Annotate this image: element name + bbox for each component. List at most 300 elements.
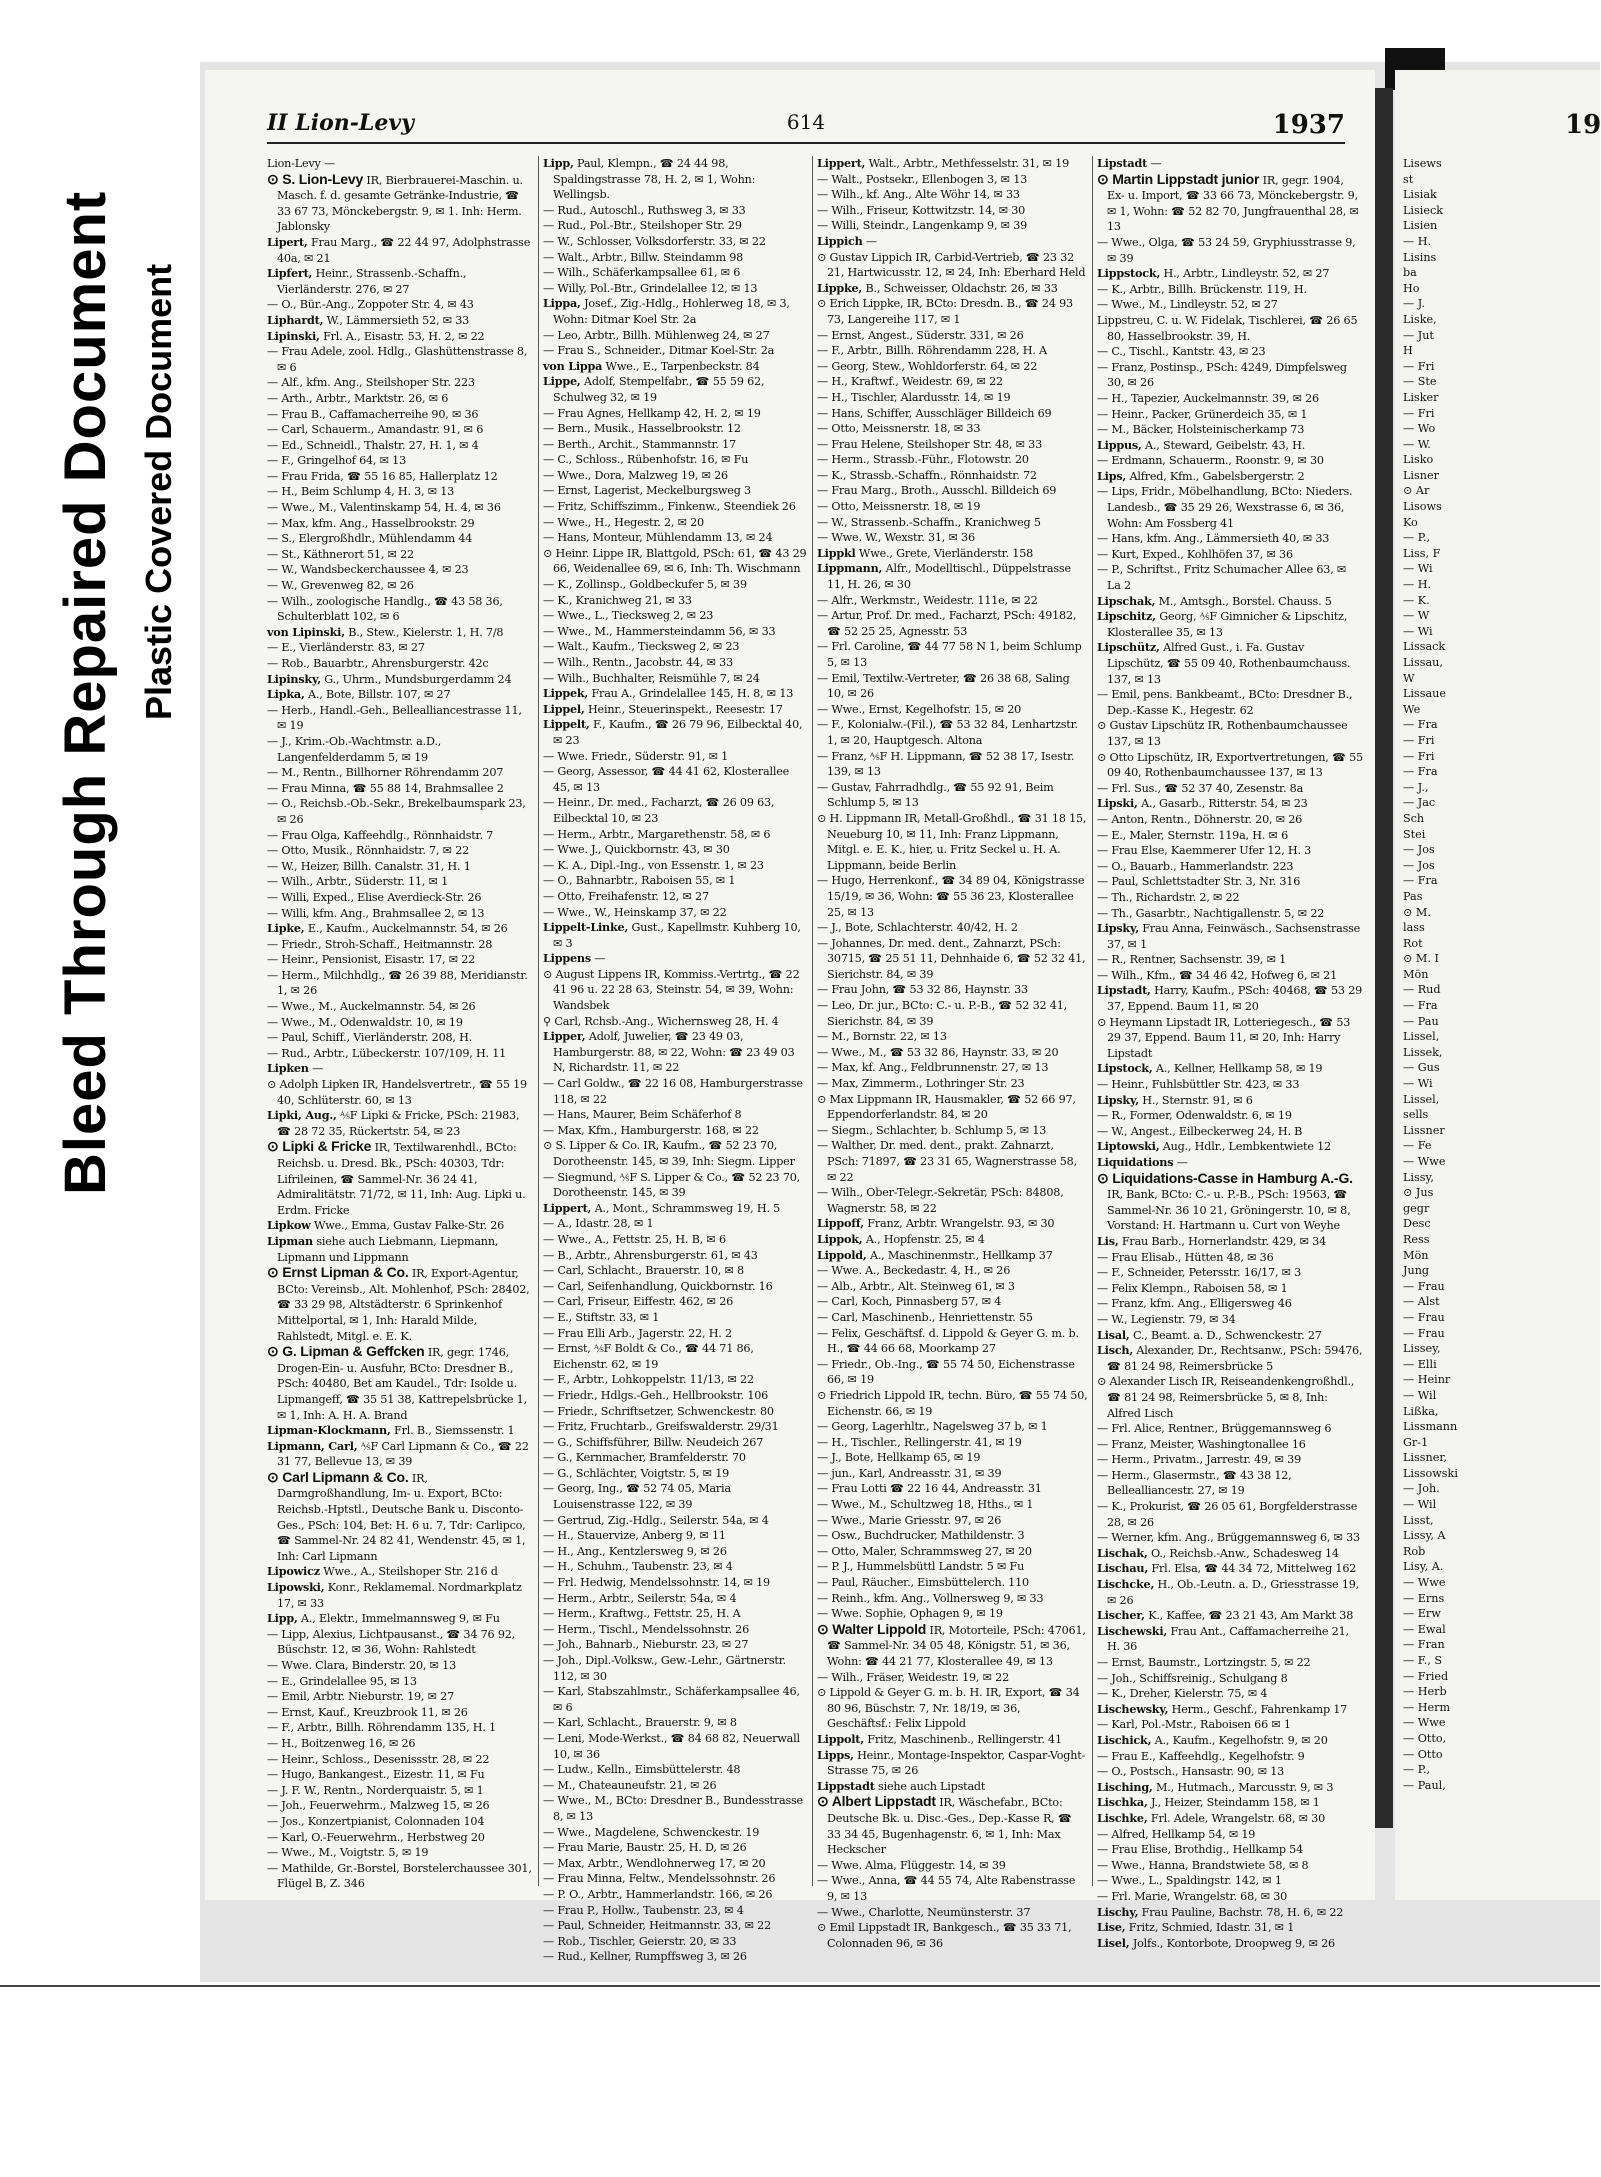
adjacent-entry-fragment: Desc bbox=[1403, 1217, 1431, 1231]
adjacent-entry-fragment: — Fri bbox=[1403, 733, 1435, 747]
directory-entry: von Lippa Wwe., E., Tarpenbeckstr. 84 bbox=[543, 358, 760, 373]
directory-column-3 bbox=[817, 156, 1093, 1950]
adjacent-entry-fragment: Lisieck bbox=[1403, 203, 1443, 217]
directory-entry: Lippold, A., Maschinenmstr., Hellkamp 37 bbox=[817, 1247, 1053, 1262]
directory-entry: — F., Schneider, Petersstr. 16/17, ✉ 3 bbox=[1097, 1266, 1302, 1280]
adjacent-entry-fragment: Lissau, bbox=[1403, 656, 1443, 669]
directory-entry: — Joh., Bahnarb., Nieburstr. 23, ✉ 27 bbox=[543, 1638, 749, 1652]
directory-entry: — Anton, Rentn., Döhnerstr. 20, ✉ 26 bbox=[1097, 812, 1303, 826]
adjacent-entry-fragment: — Frau bbox=[1403, 1310, 1445, 1324]
directory-entry: — Wwe., L., Tiecksweg 2, ✉ 23 bbox=[543, 609, 714, 623]
directory-entry: Lisch, Alexander, Dr., Rechtsanw., PSch: 59476, ☎ 81 24 98, Reimersbrücke 5 bbox=[1097, 1343, 1363, 1373]
directory-entry: — Wwe., Anna, ☎ 44 55 74, Alte Rabenstrasse 9, ✉ 13 bbox=[817, 1874, 1076, 1903]
directory-entry: — Johannes, Dr. med. dent., Zahnarzt, PSch: 30715, ☎ 25 51 11, Dehnhaide 6, ☎ 52 32 41, Sierichstr. 84, ✉ 39 bbox=[817, 936, 1086, 981]
directory-entry: ⊙ Walter Lippold IR, Motorteile, PSch: 47061, ☎ Sammel-Nr. 34 05 48, Königstr. 51, ✉ 36, Wohn: ☎ 44 21 77, Klosterallee 49, ✉ 13 bbox=[817, 1620, 1086, 1668]
directory-entry: — Th., Gasarbtr., Nachtigallenstr. 5, ✉ 22 bbox=[1097, 906, 1325, 920]
adjacent-entry-fragment: — Fra bbox=[1403, 718, 1438, 732]
directory-entry: — H., Schuhm., Taubenstr. 23, ✉ 4 bbox=[543, 1560, 733, 1574]
directory-entry: — Frl. Caroline, ☎ 44 77 58 N 1, beim Schlump 5, ✉ 13 bbox=[817, 640, 1082, 669]
directory-entry: — K., Kranichweg 21, ✉ 33 bbox=[543, 593, 692, 607]
directory-entry: Lippmann, Alfr., Modelltischl., Düppelstrasse 11, H. 26, ✉ 30 bbox=[817, 561, 1071, 592]
directory-entry: — W., Grevenweg 82, ✉ 26 bbox=[267, 579, 414, 593]
directory-entry: — Carl, Koch, Pinnasberg 57, ✉ 4 bbox=[817, 1295, 1002, 1309]
adjacent-entry-fragment: — Herb bbox=[1403, 1685, 1447, 1699]
directory-entry: Lise, Fritz, Schmied, Idastr. 31, ✉ 1 bbox=[1097, 1920, 1295, 1935]
directory-entry: Lippert, A., Mont., Schrammsweg 19, H. 5 bbox=[543, 1200, 781, 1215]
directory-entry: Lischak, O., Reichsb.-Anw., Schadesweg 14 bbox=[1097, 1545, 1339, 1560]
directory-entry: — Carl, Schauerm., Amandastr. 91, ✉ 6 bbox=[267, 423, 484, 437]
directory-entry: — O., Reichsb.-Ob.-Sekr., Brekelbaumspark 23, ✉ 26 bbox=[267, 797, 526, 826]
directory-entry: — Paul, Schneider, Heitmannstr. 33, ✉ 22 bbox=[543, 1919, 772, 1933]
adjacent-entry-fragment: Jung bbox=[1403, 1264, 1430, 1278]
directory-entry: — Wwe. Sophie, Ophagen 9, ✉ 19 bbox=[817, 1607, 1003, 1621]
directory-entry: — Frau Agnes, Hellkamp 42, H. 2, ✉ 19 bbox=[543, 406, 761, 420]
adjacent-entry-fragment: Lissmann bbox=[1403, 1420, 1458, 1434]
directory-entry: — C., Tischl., Kantstr. 43, ✉ 23 bbox=[1097, 345, 1266, 359]
directory-entry: — Joh., Dipl.-Volksw., Gew.-Lehr., Gärtnerstr. 112, ✉ 30 bbox=[543, 1654, 786, 1683]
directory-entry: — Frau Olga, Kaffeehdlg., Rönnhaidstr. 7 bbox=[267, 828, 494, 842]
adjacent-entry-fragment: Liske, bbox=[1403, 312, 1437, 326]
adjacent-entry-fragment: Lissaue bbox=[1403, 687, 1446, 701]
directory-entry: Lippolt, Fritz, Maschinenb., Rellingerstr. 41 bbox=[817, 1731, 1062, 1746]
directory-entry: — Otto, Musik., Rönnhaidstr. 7, ✉ 22 bbox=[267, 844, 470, 858]
adjacent-entry-fragment: — Joh. bbox=[1403, 1482, 1440, 1496]
directory-entry: — Walt., Kaufm., Tiecksweg 2, ✉ 23 bbox=[543, 640, 740, 654]
directory-entry: ⊙ Carl Lipmann & Co. IR, Darmgroßhandlung, Im- u. Export, BCto: Reichsb.-Hptstl., Deutsche Bank u. Disconto-Ges., PSch: 104, Bet: H. 6 u. 7, Tdr: Carlipco, ☎ Sammel-Nr. 24 82 41, Wendenstr. 45, ✉ 1, Inh: Carl Lipmann bbox=[267, 1468, 526, 1563]
adjacent-entry-fragment: — J., bbox=[1403, 780, 1429, 794]
adjacent-entry-fragment: — Rud bbox=[1403, 983, 1441, 997]
directory-entry: — H., Tischler, Alardusstr. 14, ✉ 19 bbox=[817, 390, 1011, 404]
directory-entry: — P., Schriftst., Fritz Schumacher Allee 63, ✉ La 2 bbox=[1097, 563, 1347, 593]
directory-entry: — J., Krim.-Ob.-Wachtmstr. a.D., Langenfelderdamm 5, ✉ 19 bbox=[267, 734, 442, 764]
directory-entry: — C., Schloss., Rübenhofstr. 16, ✉ Fu bbox=[543, 453, 749, 467]
directory-entry: — Wilh., Kfm., ☎ 34 46 42, Hofweg 6, ✉ 21 bbox=[1097, 968, 1338, 982]
directory-entry: — Frau P., Hollw., Taubenstr. 23, ✉ 4 bbox=[543, 1903, 744, 1917]
directory-entry: — E., Stiftstr. 33, ✉ 1 bbox=[543, 1310, 660, 1324]
directory-entry: Lippkl Wwe., Grete, Vierländerstr. 158 bbox=[817, 545, 1034, 560]
directory-entry: — Frau Marie, Baustr. 25, H. D, ✉ 26 bbox=[543, 1841, 747, 1855]
directory-entry: — W., Schlosser, Volksdorferstr. 33, ✉ 22 bbox=[543, 234, 766, 248]
directory-entry: Lipmann, Carl, ⅍F Carl Lipmann & Co., ☎ 22 31 77, Bellevue 13, ✉ 39 bbox=[267, 1438, 529, 1469]
directory-entry: — W., Strassenb.-Schaffn., Kranichweg 5 bbox=[817, 515, 1041, 529]
directory-entry: Lipinsky, G., Uhrm., Mundsburgerdamm 24 bbox=[267, 671, 512, 686]
directory-entry: — Wilh., Friseur, Kottwitzstr. 14, ✉ 30 bbox=[817, 203, 1026, 217]
directory-entry: — Alf., kfm. Ang., Steilshoper Str. 223 bbox=[267, 376, 475, 390]
adjacent-entry-fragment: ⊙ Jus bbox=[1403, 1186, 1434, 1200]
directory-entry: Lipke, E., Kaufm., Auckelmannstr. 54, ✉ 26 bbox=[267, 921, 508, 936]
directory-entry: — K., Dreher, Kielerstr. 75, ✉ 4 bbox=[1097, 1687, 1268, 1701]
directory-entry: — Ernst, Angest., Süderstr. 331, ✉ 26 bbox=[817, 328, 1024, 342]
directory-entry: — Wilh., Buchhalter, Reismühle 7, ✉ 24 bbox=[543, 671, 760, 685]
directory-entry: Lipman-Klockmann, Frl. B., Siemssenstr. 1 bbox=[267, 1423, 515, 1438]
directory-entry: — Otto, Maler, Schrammsweg 27, ✉ 20 bbox=[817, 1544, 1032, 1558]
directory-entry: Lippke, B., Schweisser, Oldachstr. 26, ✉ 33 bbox=[817, 280, 1058, 295]
directory-entry: — Herm., Privatm., Jarrestr. 49, ✉ 39 bbox=[1097, 1453, 1302, 1467]
directory-entry: Lipkow Wwe., Emma, Gustav Falke-Str. 26 bbox=[267, 1218, 505, 1233]
directory-entry: — Wwe., M., Odenwaldstr. 10, ✉ 19 bbox=[267, 1015, 463, 1029]
adjacent-entry-fragment: — Ste bbox=[1403, 375, 1437, 389]
directory-entry: — Friedr., Schriftsetzer, Schwenckestr. 80 bbox=[543, 1404, 774, 1418]
directory-entry: Lippel, Heinr., Steuerinspekt., Reesestr. 17 bbox=[543, 701, 783, 716]
directory-entry: ⊙ August Lippens IR, Kommiss.-Vertrtg., ☎ 22 41 96 u. 22 28 63, Steinstr. 54, ✉ 39, Wohn: Wandsbek bbox=[543, 967, 800, 1013]
directory-entry: Lipschitz, Georg, ⅍F Gimnicher & Lipschitz, Klosterallee 35, ✉ 13 bbox=[1097, 609, 1348, 639]
directory-entry: — Ernst, Lagerist, Meckelburgsweg 3 bbox=[543, 484, 751, 498]
directory-entry: — Georg, Assessor, ☎ 44 41 62, Klosterallee 45, ✉ 13 bbox=[543, 765, 790, 794]
directory-entry: Lisal, C., Beamt. a. D., Schwenckestr. 27 bbox=[1097, 1327, 1322, 1342]
directory-entry: — Lips, Fridr., Möbelhandlung, BCto: Nieders. Landesb., ☎ 35 29 26, Wexstrasse 6, ✉ 36, Wohn: Am Fossberg 41 bbox=[1097, 485, 1353, 530]
directory-entry: — Paul, Schiff., Vierländerstr. 208, H. bbox=[267, 1031, 473, 1045]
directory-entry: Lippek, Frau A., Grindelallee 145, H. 8, ✉ 13 bbox=[543, 686, 794, 701]
directory-entry: — Frau Elli Arb., Jagerstr. 22, H. 2 bbox=[543, 1326, 732, 1340]
directory-entry: Lipstock, A., Kellner, Hellkamp 58, ✉ 19 bbox=[1097, 1061, 1323, 1076]
directory-entry: — Hans, Schiffer, Ausschläger Billdeich 69 bbox=[817, 406, 1052, 420]
adjacent-entry-fragment: — Frau bbox=[1403, 1326, 1445, 1340]
adjacent-entry-fragment: Ko bbox=[1403, 515, 1418, 529]
directory-entry: Lipschütz, Alfred Gust., i. Fa. Gustav Lipschütz, ☎ 55 09 40, Rothenbaumchauss. 137, ✉ 13 bbox=[1097, 640, 1351, 686]
adjacent-entry-fragment: — W. bbox=[1403, 437, 1431, 451]
directory-entry: — M., Rentn., Billhorner Röhrendamm 207 bbox=[267, 766, 504, 780]
directory-page bbox=[205, 70, 1375, 1964]
directory-entry: — K., Prokurist, ☎ 26 05 61, Borgfelderstrasse 28, ✉ 26 bbox=[1097, 1500, 1358, 1529]
directory-entry: — J., Bote, Hellkamp 65, ✉ 19 bbox=[817, 1451, 981, 1465]
adjacent-entry-fragment: — Fried bbox=[1403, 1669, 1449, 1683]
directory-entry: Lischke, Frl. Adele, Wrangelstr. 68, ✉ 30 bbox=[1097, 1810, 1326, 1825]
directory-entry: — Heinr., Packer, Grünerdeich 35, ✉ 1 bbox=[1097, 407, 1308, 421]
directory-entry: — Wwe. Alma, Flüggestr. 14, ✉ 39 bbox=[817, 1858, 1006, 1872]
directory-entry: Lipki, Aug., ⅍F Lipki & Fricke, PSch: 21983, ☎ 28 72 35, Rückertstr. 54, ✉ 23 bbox=[267, 1108, 520, 1138]
directory-entry: — Wilh., Fräser, Weidestr. 19, ✉ 22 bbox=[817, 1670, 1009, 1684]
directory-entry: — Max, kfm. Ang., Hasselbrookstr. 29 bbox=[267, 516, 475, 530]
directory-entry: ⊙ Max Lippmann IR, Hausmakler, ☎ 52 66 97, Eppendorferlandstr. 84, ✉ 20 bbox=[817, 1092, 1076, 1122]
directory-entry: — Wwe. W., Wexstr. 31, ✉ 36 bbox=[817, 531, 975, 545]
directory-entry: — Arth., Arbtr., Marktstr. 26, ✉ 6 bbox=[267, 391, 449, 405]
directory-entry: — Herm., Tischl., Mendelssohnstr. 26 bbox=[543, 1622, 750, 1636]
directory-entry: — Rob., Tischler, Geierstr. 20, ✉ 33 bbox=[543, 1934, 737, 1948]
directory-entry: — K., Arbtr., Billh. Brückenstr. 119, H. bbox=[1097, 282, 1307, 296]
adjacent-entry-fragment: Lissey, bbox=[1403, 1342, 1441, 1356]
directory-entry: — Fritz, Schiffszimm., Finkenw., Steendiek 26 bbox=[543, 500, 796, 514]
directory-entry: — Wwe., M., Hammersteindamm 56, ✉ 33 bbox=[543, 624, 776, 638]
directory-entry: — Wilh., Ober-Telegr.-Sekretär, PSch: 84808, Wagnerstr. 58, ✉ 22 bbox=[817, 1186, 1064, 1215]
directory-entry: — Siegm., Schlachter, b. Schlump 5, ✉ 13 bbox=[817, 1123, 1047, 1137]
directory-entry: — Leo, Dr. jur., BCto: C.- u. P.-B., ☎ 52 32 41, Sierichstr. 84, ✉ 39 bbox=[817, 999, 1067, 1028]
directory-entry: — Berth., Archit., Stammannstr. 17 bbox=[543, 437, 736, 451]
adjacent-entry-fragment: Rob bbox=[1403, 1544, 1426, 1558]
directory-entry: Lipp, A., Elektr., Immelmannsweg 9, ✉ Fu bbox=[267, 1611, 500, 1626]
adjacent-entry-fragment: — Fra bbox=[1403, 765, 1438, 779]
adjacent-entry-fragment: — Wwe bbox=[1403, 1576, 1446, 1590]
directory-entry: — Wwe., M., Lindleystr. 52, ✉ 27 bbox=[1097, 298, 1278, 312]
adjacent-entry-fragment: sells bbox=[1403, 1108, 1429, 1122]
adjacent-entry-fragment: — F., S bbox=[1403, 1654, 1443, 1667]
adjacent-entry-fragment: — Wil bbox=[1403, 1388, 1437, 1402]
directory-entry: — O., Bauarb., Hammerlandstr. 223 bbox=[1097, 859, 1294, 873]
directory-entry: — Artur, Prof. Dr. med., Facharzt, PSch: 49182, ☎ 52 25 25, Agnesstr. 53 bbox=[817, 609, 1077, 638]
directory-entry: — H., Tapezier, Auckelmannstr. 39, ✉ 26 bbox=[1097, 391, 1319, 405]
directory-entry: Lipski, A., Gasarb., Ritterstr. 54, ✉ 23 bbox=[1097, 796, 1308, 811]
adjacent-entry-fragment: st bbox=[1403, 172, 1414, 186]
directory-entry: — H., Ang., Kentzlersweg 9, ✉ 26 bbox=[543, 1544, 727, 1558]
directory-entry: — Walther, Dr. med. dent., prakt. Zahnarzt, PSch: 71897, ☎ 23 31 65, Wagnerstrasse 58, ✉ 22 bbox=[817, 1139, 1077, 1184]
directory-entry: — Max, Zimmerm., Lothringer Str. 23 bbox=[817, 1077, 1025, 1091]
directory-entry: — W., Angest., Eilbeckerweg 24, H. B bbox=[1097, 1124, 1303, 1138]
directory-entry: Lippstadt siehe auch Lipstadt bbox=[817, 1778, 986, 1793]
directory-entry: — Hugo, Herrenkonf., ☎ 34 89 04, Königstrasse 15/19, ✉ 36, Wohn: ☎ 55 36 23, Klosterallee 25, ✉ 13 bbox=[817, 874, 1085, 919]
directory-entry: — Herm., Arbtr., Seilerstr. 54a, ✉ 4 bbox=[543, 1591, 737, 1605]
adjacent-entry-fragment: — Fri bbox=[1403, 749, 1435, 763]
directory-entry: ⊙ Friedrich Lippold IR, techn. Büro, ☎ 55 74 50, Eichenstr. 66, ✉ 19 bbox=[817, 1388, 1088, 1418]
directory-entry: ⊙ S. Lion-Levy IR, Bierbrauerei-Maschin. u. Masch. f. d. gesamte Getränke-Industrie, ☎ 33 67 73, Mönckebergstr. 9, ✉ 1. Inh: Herm. Jablonsky bbox=[267, 170, 523, 234]
directory-entry: — Wwe., Marie Griesstr. 97, ✉ 26 bbox=[817, 1513, 1002, 1527]
directory-entry: — Ernst, Baumstr., Lortzingstr. 5, ✉ 22 bbox=[1097, 1656, 1311, 1669]
adjacent-entry-fragment: Lisows bbox=[1403, 500, 1442, 514]
adjacent-entry-fragment: — W bbox=[1403, 609, 1430, 623]
directory-entry: — Joh., Feuerwehrm., Malzweg 15, ✉ 26 bbox=[267, 1799, 490, 1813]
directory-entry: — jun., Karl, Andreasstr. 31, ✉ 39 bbox=[817, 1466, 1002, 1480]
adjacent-entry-fragment: — Fra bbox=[1403, 874, 1438, 888]
directory-entry: ⊙ Alexander Lisch IR, Reiseandenkengroßhdl., ☎ 81 24 98, Reimersbrücke 5, ✉ 8, Inh: Alfred Lisch bbox=[1097, 1375, 1355, 1420]
directory-entry: Lipstadt, Harry, Kaufm., PSch: 40468, ☎ 53 29 37, Eppend. Baum 11, ✉ 20 bbox=[1097, 983, 1363, 1014]
directory-entry: — Franz, kfm. Ang., Elligersweg 46 bbox=[1097, 1297, 1292, 1311]
directory-entry: — Carl, Friseur, Eiffestr. 462, ✉ 26 bbox=[543, 1295, 734, 1309]
adjacent-entry-fragment: Lissy, bbox=[1403, 1170, 1434, 1184]
directory-entry: Lippa, Josef., Zig.-Hdlg., Hohlerweg 18, ✉ 3, Wohn: Ditmar Koel Str. 2a bbox=[543, 296, 790, 326]
year-label: 1937 bbox=[1272, 110, 1345, 140]
directory-entry: — Wwe., M., ☎ 53 32 86, Haynstr. 33, ✉ 20 bbox=[817, 1045, 1059, 1059]
adjacent-entry-fragment: — Wwe bbox=[1403, 1716, 1446, 1730]
adjacent-entry-fragment: Lisy, A. bbox=[1403, 1560, 1444, 1574]
directory-entry: — Georg, Ing., ☎ 52 74 05, Maria Louisenstrasse 122, ✉ 39 bbox=[543, 1482, 731, 1512]
directory-entry: — Paul, Räucher., Eimsbüttelerch. 110 bbox=[817, 1576, 1029, 1590]
directory-entry: Lippstreu, C. u. W. Fidelak, Tischlerei, ☎ 26 65 80, Hasselbrookstr. 39, H. bbox=[1097, 313, 1358, 343]
adjacent-entry-fragment: — Fran bbox=[1403, 1638, 1445, 1652]
directory-entry: — Franz, Postinsp., PSch: 4249, Dimpfelsweg 30, ✉ 26 bbox=[1097, 360, 1347, 390]
directory-entry: — Franz, ⅍F H. Lippmann, ☎ 52 38 17, Isestr. 139, ✉ 13 bbox=[817, 749, 1075, 779]
directory-entry: — Willi, Steindr., Langenkamp 9, ✉ 39 bbox=[817, 219, 1028, 233]
directory-entry: Lipschak, M., Amtsgh., Borstel. Chauss. 5 bbox=[1097, 593, 1332, 608]
directory-entry: — Karl, Schlacht., Brauerstr. 9, ✉ 8 bbox=[543, 1716, 737, 1730]
directory-entry: ⊙ Heymann Lipstadt IR, Lotteriegesch., ☎ 53 29 37, Eppend. Baum 11, ✉ 20, Inh: Harry Lipstadt bbox=[1097, 1015, 1351, 1060]
directory-entry: — Frau Lotti ☎ 22 16 44, Andreasstr. 31 bbox=[817, 1482, 1042, 1496]
directory-entry: — G., Schlächter, Voigtstr. 5, ✉ 19 bbox=[543, 1466, 730, 1480]
directory-entry: — Gustav, Fahrradhdlg., ☎ 55 92 91, Beim Schlump 5, ✉ 13 bbox=[817, 780, 1054, 810]
directory-entry: — Heinr., Pensionist, Eisastr. 17, ✉ 22 bbox=[267, 953, 476, 967]
directory-entry: Liphardt, W., Lämmersieth 52, ✉ 33 bbox=[267, 312, 470, 327]
adjacent-entry-fragment: Lisien bbox=[1403, 219, 1438, 233]
adjacent-entry-fragment: Lisst, bbox=[1403, 1513, 1434, 1527]
directory-entry: — Frau John, ☎ 53 32 86, Haynstr. 33 bbox=[817, 983, 1028, 997]
directory-entry: — Friedr., Stroh-Schaff., Heitmannstr. 28 bbox=[267, 937, 493, 951]
margin-label-bleed-through: Bleed Through Repaired Document bbox=[53, 190, 118, 1195]
directory-entry: — Max, Kfm., Hamburgerstr. 168, ✉ 22 bbox=[543, 1123, 759, 1137]
directory-entry: — Heinr., Fuhlsbüttler Str. 423, ✉ 33 bbox=[1097, 1078, 1300, 1092]
directory-entry: — F., Arbtr., Lohkoppelstr. 11/13, ✉ 22 bbox=[543, 1373, 754, 1387]
directory-entry: — E., Maler, Sternstr. 119a, H. ✉ 6 bbox=[1097, 828, 1288, 842]
adjacent-entry-fragment: Liss, F bbox=[1403, 546, 1441, 560]
adjacent-entry-fragment: ⊙ Ar bbox=[1403, 484, 1430, 498]
directory-entry: — Alfred, Hellkamp 54, ✉ 19 bbox=[1097, 1827, 1256, 1841]
directory-entry: — R., Rentner, Sachsenstr. 39, ✉ 1 bbox=[1097, 953, 1287, 967]
directory-entry: — Bern., Musik., Hasselbrookstr. 12 bbox=[543, 422, 741, 436]
directory-entry: — Wilh., Arbtr., Süderstr. 11, ✉ 1 bbox=[267, 875, 449, 889]
directory-entry: — Wilh., Schäferkampsallee 61, ✉ 6 bbox=[543, 266, 741, 280]
adjacent-entry-fragment: — Fe bbox=[1403, 1139, 1432, 1153]
adjacent-entry-fragment: — Otto bbox=[1403, 1747, 1443, 1761]
adjacent-entry-fragment: — H. bbox=[1403, 234, 1432, 248]
directory-entry: — Willy, Pol.-Btr., Grindelallee 12, ✉ 13 bbox=[543, 281, 758, 295]
directory-entry: Lipps, Heinr., Montage-Inspektor, Caspar-Voght-Strasse 75, ✉ 26 bbox=[817, 1747, 1086, 1778]
directory-entry: — Werner, kfm. Ang., Brüggemannsweg 6, ✉ 33 bbox=[1097, 1531, 1360, 1545]
directory-entry: — Franz, Meister, Washingtonallee 16 bbox=[1097, 1437, 1306, 1451]
directory-entry: — Wwe. Friedr., Süderstr. 91, ✉ 1 bbox=[543, 749, 729, 763]
directory-entry: ⊙ Gustav Lipschütz IR, Rothenbaumchaussee 137, ✉ 13 bbox=[1097, 719, 1348, 748]
directory-entry: — Carl, Schlacht., Brauerstr. 10, ✉ 8 bbox=[543, 1264, 744, 1278]
directory-entry: — M., Bäcker, Holsteinischerkamp 73 bbox=[1097, 423, 1305, 437]
directory-column-2 bbox=[543, 156, 813, 1964]
directory-entry: Lischewski, Frau Ant., Caffamacherreihe 21, H. 36 bbox=[1097, 1623, 1349, 1654]
adjacent-entry-fragment: Lissowski bbox=[1403, 1466, 1458, 1480]
adjacent-entry-fragment: — Jos bbox=[1403, 843, 1435, 857]
directory-entry: — Ludw., Kelln., Eimsbüttelerstr. 48 bbox=[543, 1763, 741, 1777]
directory-entry: — G., Schiffsführer, Billw. Neudeich 267 bbox=[543, 1435, 764, 1449]
directory-entry: Lipstadt — bbox=[1097, 156, 1162, 170]
directory-entry: — Karl, O.-Feuerwehrm., Herbstweg 20 bbox=[267, 1830, 485, 1844]
adjacent-entry-fragment: — Jos bbox=[1403, 858, 1435, 872]
adjacent-entry-fragment: Lissner, bbox=[1403, 1451, 1447, 1465]
directory-entry: — Leo, Arbtr., Billh. Mühlenweg 24, ✉ 27 bbox=[543, 328, 770, 342]
adjacent-entry-fragment: Rot bbox=[1403, 936, 1423, 950]
directory-entry: — J. F. W., Rentn., Norderquaistr. 5, ✉ 1 bbox=[267, 1783, 484, 1797]
directory-entry: — Herm., Glasermstr., ☎ 43 38 12, Bellealliancestr. 27, ✉ 19 bbox=[1097, 1468, 1292, 1498]
directory-entry: — Heinr., Dr. med., Facharzt, ☎ 26 09 63, Eilbecktal 10, ✉ 23 bbox=[543, 796, 775, 825]
page-number: 614 bbox=[786, 110, 826, 134]
adjacent-entry-fragment: — Heinr bbox=[1403, 1373, 1451, 1387]
adjacent-entry-fragment: — Ewal bbox=[1403, 1622, 1446, 1636]
page-gutter-shadow bbox=[1375, 88, 1393, 1828]
adjacent-entry-fragment: Lisner bbox=[1403, 468, 1439, 482]
margin-label-plastic-covered: Plastic Covered Document bbox=[138, 263, 179, 720]
directory-entry: — Wilh., kf. Ang., Alte Wöhr 14, ✉ 33 bbox=[817, 188, 1020, 202]
adjacent-entry-fragment: — Pau bbox=[1403, 1014, 1439, 1028]
directory-entry: — Carl Goldw., ☎ 22 16 08, Hamburgerstrasse 118, ✉ 22 bbox=[543, 1077, 803, 1106]
directory-entry: — E., Grindelallee 95, ✉ 13 bbox=[267, 1674, 417, 1688]
directory-entry: — Gertrud, Zig.-Hdlg., Seilerstr. 54a, ✉ 4 bbox=[543, 1513, 769, 1527]
directory-entry: Lischcke, H., Ob.-Leutn. a. D., Griesstrasse 19, ✉ 26 bbox=[1097, 1577, 1360, 1607]
adjacent-entry-fragment: — Elli bbox=[1403, 1357, 1437, 1371]
directory-entry: — Wwe., Dora, Malzweg 19, ✉ 26 bbox=[543, 468, 728, 482]
directory-entry: — Friedr., Ob.-Ing., ☎ 55 74 50, Eichenstrasse 66, ✉ 19 bbox=[817, 1357, 1075, 1387]
directory-entry: — Rud., Pol.-Btr., Steilshoper Str. 29 bbox=[543, 219, 742, 233]
directory-entry: Lis, Frau Barb., Hornerlandstr. 429, ✉ 34 bbox=[1097, 1233, 1327, 1248]
directory-entry: — Otto, Freihafenstr. 12, ✉ 27 bbox=[543, 889, 709, 903]
adjacent-entry-fragment: — Wwe bbox=[1403, 1155, 1446, 1168]
directory-entry: — Friedr., Hdlgs.-Geh., Hellbrookstr. 106 bbox=[543, 1388, 769, 1402]
directory-entry: Lischewsky, Herm., Geschf., Fahrenkamp 17 bbox=[1097, 1701, 1348, 1716]
directory-entry: — Felix, Geschäftsf. d. Lippold & Geyer G. m. b. H., ☎ 44 66 68, Moorkamp 27 bbox=[817, 1326, 1079, 1356]
directory-entry: — Rud., Autoschl., Ruthsweg 3, ✉ 33 bbox=[543, 203, 746, 217]
directory-entry: — F., Gringelhof 64, ✉ 13 bbox=[267, 454, 407, 468]
directory-entry: ⊙ G. Lipman & Geffcken IR, gegr. 1746, Drogen-Ein- u. Ausfuhr, BCto: Dresdner B., PSch: 40480, Bet am Kaudel., Tdr: Isolde u. Lipmangeff, ☎ 35 51 38, Kattrepelsbrücke 1, ✉ 1, Inh: A. H. A. Brand bbox=[267, 1343, 527, 1422]
adjacent-entry-fragment: — Wi bbox=[1403, 562, 1433, 576]
adjacent-entry-fragment: — Wo bbox=[1403, 422, 1436, 436]
directory-entry: Lischick, A., Kaufm., Kegelhofstr. 9, ✉ 20 bbox=[1097, 1732, 1328, 1747]
directory-entry: ⊙ Ernst Lipman & Co. IR, Export-Agentur, BCto: Vereinsb., Alt. Mohlenhof, PSch: 28402, ☎ 33 29 98, Altstädterstr. 6 Sprinkenhof Mittelportal, ✉ 1, Inh: Harald Milde, Rahlstedt, Mitgl. e. E. K. bbox=[267, 1264, 530, 1343]
directory-entry: ⊙ Martin Lippstadt junior IR, gegr. 1904, Ex- u. Import, ☎ 33 66 73, Mönckebergstr. 9, ✉ 1, Wohn: ☎ 52 82 70, Jungfrauenthal 28, ✉ 13 bbox=[1097, 170, 1359, 234]
directory-entry: — M., Chateauneufstr. 21, ✉ 26 bbox=[543, 1778, 717, 1792]
directory-entry: — Frl. Alice, Rentner., Brüggemannsweg 6 bbox=[1097, 1422, 1332, 1436]
directory-entry: — Wwe., Magdelene, Schwenckestr. 19 bbox=[543, 1825, 760, 1839]
directory-entry: — Wwe., M., Auckelmannstr. 54, ✉ 26 bbox=[267, 1000, 476, 1014]
adjacent-entry-fragment: — Fra bbox=[1403, 999, 1438, 1013]
directory-entry: — F., Arbtr., Billh. Röhrendamm 135, H. 1 bbox=[267, 1721, 496, 1735]
directory-entry: — S., Elergroßhdlr., Mühlendamm 44 bbox=[267, 532, 473, 546]
adjacent-entry-fragment: Lisko bbox=[1403, 453, 1434, 467]
directory-entry: Lischy, Frau Pauline, Bachstr. 78, H. 6, ✉ 22 bbox=[1097, 1904, 1344, 1919]
directory-entry: — Hans, kfm. Ang., Lämmersieth 40, ✉ 33 bbox=[1097, 532, 1330, 546]
directory-entry: — Joh., Schiffsreinig., Schulgang 8 bbox=[1097, 1671, 1288, 1685]
adjacent-entry-fragment: Ho bbox=[1403, 281, 1420, 295]
adjacent-entry-fragment: Mön bbox=[1403, 967, 1429, 981]
directory-entry: — H., Kraftwf., Weidestr. 69, ✉ 22 bbox=[817, 375, 1003, 389]
adjacent-entry-fragment: W bbox=[1403, 671, 1415, 685]
directory-entry: Lippich — bbox=[817, 233, 877, 248]
adjacent-entry-fragment: Mön bbox=[1403, 1248, 1429, 1262]
directory-entry: — Frau Elisab., Hütten 48, ✉ 36 bbox=[1097, 1250, 1274, 1264]
adjacent-page-fragment bbox=[1395, 70, 1600, 1900]
adjacent-entry-fragment: Lisiak bbox=[1403, 188, 1437, 202]
directory-entry: — Frl. Sus., ☎ 52 37 40, Zesenstr. 8a bbox=[1097, 781, 1304, 795]
directory-entry: — Frau Adele, zool. Hdlg., Glashüttenstrasse 8, ✉ 6 bbox=[267, 345, 528, 374]
directory-entry: Lipsky, H., Sternstr. 91, ✉ 6 bbox=[1097, 1092, 1253, 1107]
directory-entry: ⊙ Lippold & Geyer G. m. b. H. IR, Export, ☎ 34 80 96, Büschstr. 7, Nr. 18/19, ✉ 36, Geschäftsf.: Felix Lippold bbox=[817, 1686, 1080, 1731]
adjacent-entry-fragment: Lisins bbox=[1403, 250, 1437, 264]
directory-entry: — W., Wandsbeckerchaussee 4, ✉ 23 bbox=[267, 563, 469, 577]
directory-entry: — Wwe. Clara, Binderstr. 20, ✉ 13 bbox=[267, 1659, 457, 1672]
directory-entry: — Hans, Monteur, Mühlendamm 13, ✉ 24 bbox=[543, 531, 773, 545]
directory-entry: — O., Bahnarbtr., Raboisen 55, ✉ 1 bbox=[543, 874, 736, 888]
adjacent-entry-fragment: Lissack bbox=[1403, 640, 1446, 654]
adjacent-entry-fragment: — Fri bbox=[1403, 406, 1435, 420]
adjacent-entry-fragment: Pas bbox=[1403, 889, 1423, 903]
directory-entry: — Heinr., Schloss., Desenissstr. 28, ✉ 22 bbox=[267, 1752, 490, 1766]
directory-entry: — Carl, Seifenhandlung, Quickbornstr. 16 bbox=[543, 1279, 773, 1293]
adjacent-entry-fragment: — K. bbox=[1403, 593, 1430, 607]
adjacent-entry-fragment: Stei bbox=[1403, 827, 1426, 841]
directory-entry: — Wwe. A., Beckedastr. 4, H., ✉ 26 bbox=[817, 1264, 1011, 1278]
directory-entry: — H., Boitzenweg 16, ✉ 26 bbox=[267, 1736, 416, 1750]
directory-entry: — Wwe., Ernst, Kegelhofstr. 15, ✉ 20 bbox=[817, 702, 1022, 716]
directory-entry: Lippelt-Linke, Gust., Kapellmstr. Kuhberg 10, ✉ 3 bbox=[543, 920, 801, 950]
directory-entry: — Wwe. J., Quickbornstr. 43, ✉ 30 bbox=[543, 843, 730, 857]
adjacent-entry-fragment: Lissel, bbox=[1403, 1092, 1440, 1106]
directory-entry: — Alfr., Werkmstr., Weidestr. 111e, ✉ 22 bbox=[817, 593, 1038, 607]
directory-entry: ⊙ Heinr. Lippe IR, Blattgold, PSch: 61, ☎ 43 29 66, Weidenallee 69, ✉ 6, Inh: Th. Wischmann bbox=[543, 546, 807, 576]
directory-entry: — K., Zollinsp., Goldbeckufer 5, ✉ 39 bbox=[543, 578, 747, 592]
adjacent-entry-fragment: — Otto, bbox=[1403, 1731, 1447, 1745]
directory-entry: — E., Vierländerstr. 83, ✉ 27 bbox=[267, 641, 425, 655]
directory-entry: — H., Tischler., Rellingerstr. 41, ✉ 19 bbox=[817, 1435, 1022, 1449]
directory-entry: Lippok, A., Hopfenstr. 25, ✉ 4 bbox=[817, 1231, 985, 1246]
directory-entry: — Wwe., Charlotte, Neumünsterstr. 37 bbox=[817, 1905, 1031, 1919]
directory-entry: — Max, Arbtr., Wendlohnerweg 17, ✉ 20 bbox=[543, 1856, 766, 1870]
directory-entry: — Herb., Handl.-Geh., Bellealliancestrasse 11, ✉ 19 bbox=[267, 703, 522, 733]
adjacent-entry-fragment: H bbox=[1403, 344, 1413, 358]
directory-entry: — Wwe., Olga, ☎ 53 24 59, Gryphiusstrasse 9, ✉ 39 bbox=[1097, 235, 1356, 265]
directory-entry: ⊙ H. Lippmann IR, Metall-Großhdl., ☎ 31 18 15, Neueburg 10, ✉ 11, Inh: Franz Lippmann, Mitgl. e. E. K., hier, u. Fritz Seckel u. H. A. Lippmann, beide Berlin bbox=[817, 811, 1087, 872]
adjacent-entry-fragment: — J. bbox=[1403, 297, 1425, 311]
adjacent-entry-fragment: Lissy, A bbox=[1403, 1529, 1446, 1543]
directory-entry: — Wwe., L., Spaldingstr. 142, ✉ 1 bbox=[1097, 1874, 1282, 1888]
